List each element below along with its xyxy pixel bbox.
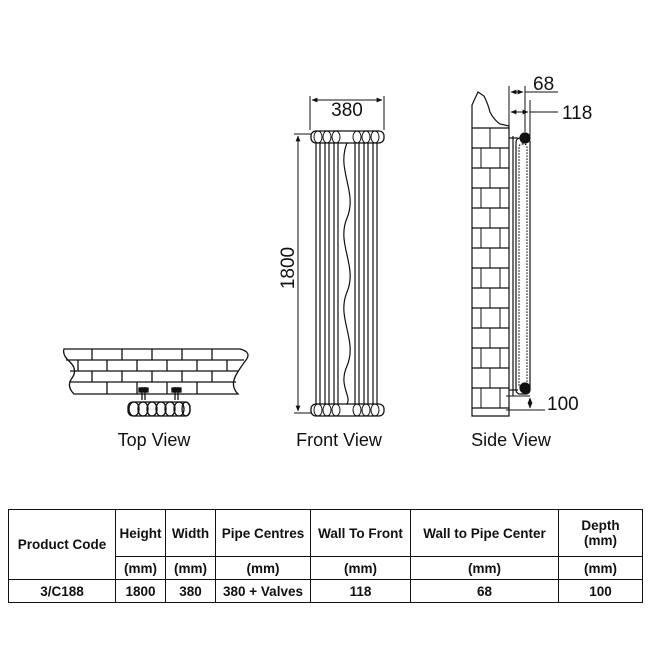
header-wall-to-pipe-center: Wall to Pipe Center [411,510,559,557]
table-header-row [9,510,643,557]
header-pipe-centres: Pipe Centres [216,510,311,557]
unit-height: (mm) [116,557,166,580]
cell-product-code: 3/C188 [9,580,116,603]
unit-depth: (mm) [559,557,643,580]
side-view [472,86,558,416]
cell-wall-to-front: 118 [311,580,411,603]
height-dimension-label: 1800 [278,246,299,290]
table-row [9,580,643,603]
top-view [64,349,248,416]
top-view-caption: Top View [117,430,191,450]
header-depth [559,510,643,557]
header-product-code: Product Code [9,510,116,580]
cell-wall-to-pipe: 68 [411,580,559,603]
side-view-caption: Side View [471,430,551,450]
unit-wall-to-pipe: (mm) [411,557,559,580]
wall-to-front-label: 118 [562,103,593,124]
cell-depth: 100 [559,580,643,603]
front-view [294,96,384,416]
header-depth-unit: (mm) [584,533,617,548]
cell-height: 1800 [116,580,166,603]
width-dimension-label: 380 [331,100,363,121]
front-view-caption: Front View [296,430,382,450]
depth-label: 100 [547,394,579,415]
spec-table [8,509,643,603]
header-wall-to-front: Wall To Front [311,510,411,557]
cell-width: 380 [166,580,216,603]
wall-to-pipe-label: 68 [533,74,555,95]
header-width: Width [166,510,216,557]
unit-width: (mm) [166,557,216,580]
unit-wall-to-front: (mm) [311,557,411,580]
cell-pipe-centres: 380 + Valves [216,580,311,603]
unit-pipe-centres: (mm) [216,557,311,580]
header-depth-label: Depth [581,518,620,533]
header-height: Height [116,510,166,557]
